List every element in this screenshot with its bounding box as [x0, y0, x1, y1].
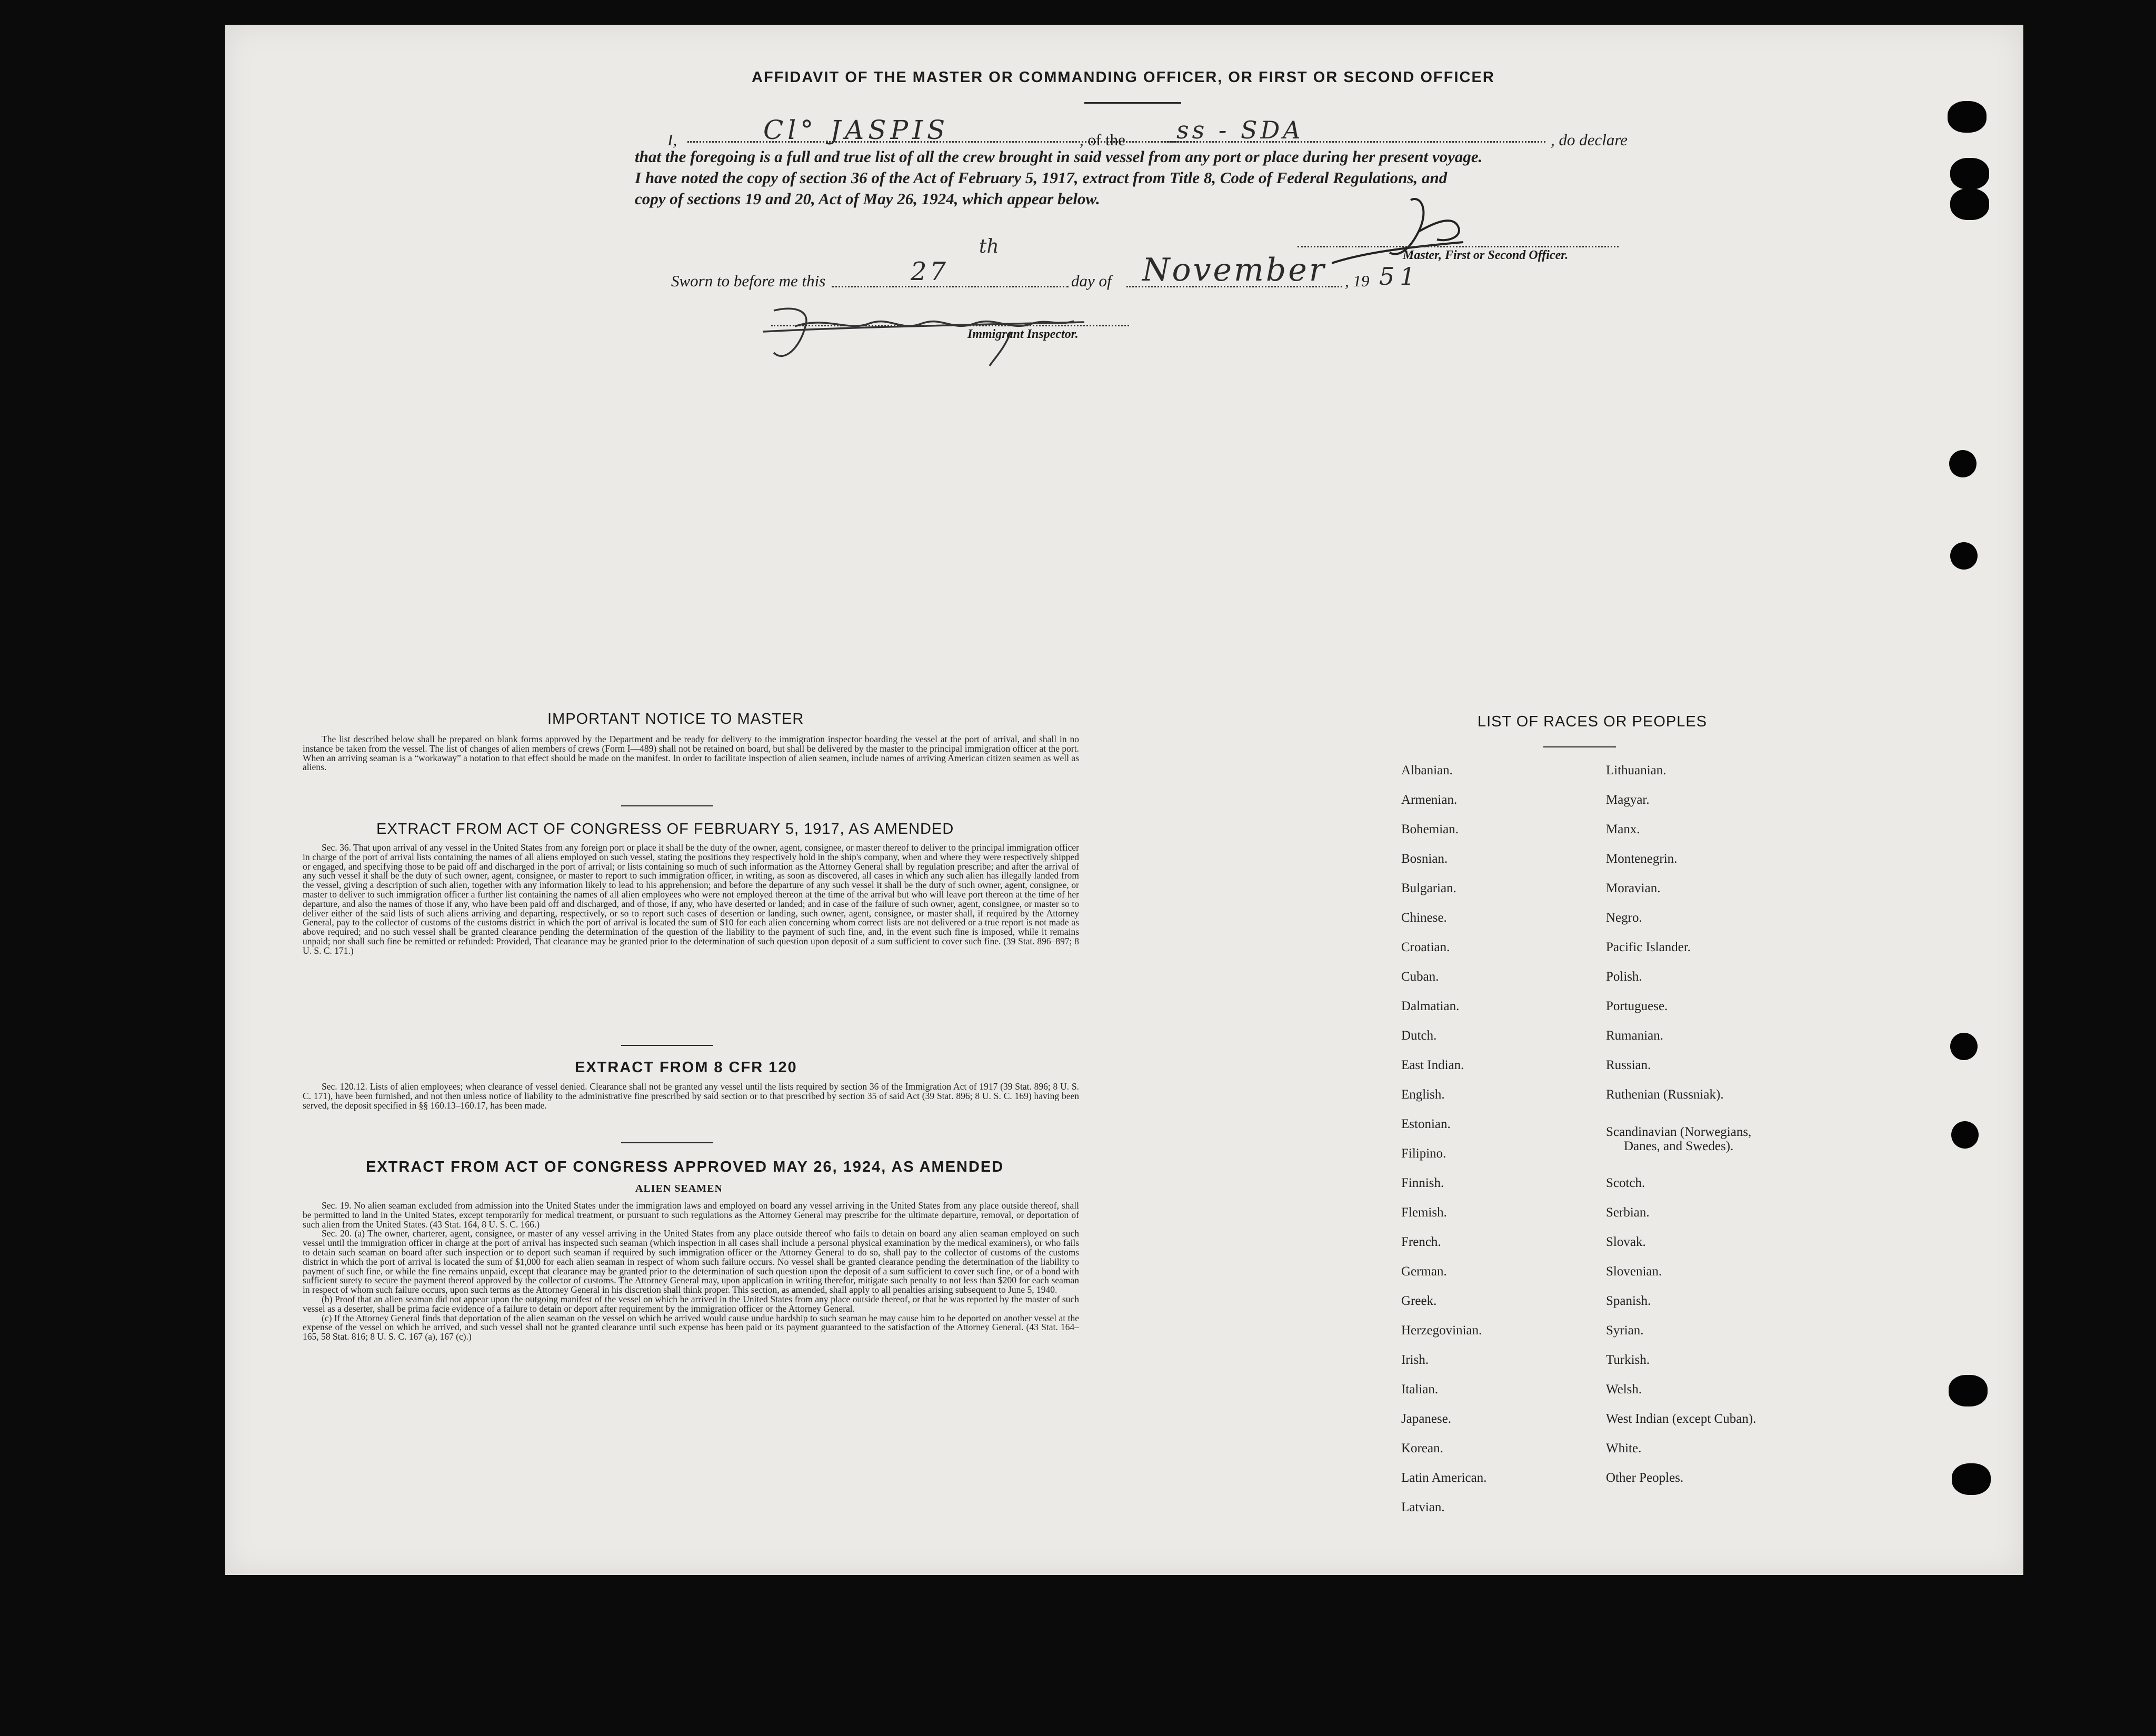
race-item: Irish. — [1401, 1353, 1429, 1367]
races-rule — [1543, 746, 1616, 747]
of-the-label: , of the — [1080, 131, 1125, 149]
extract-1917-body — [303, 843, 1079, 956]
race-item: Rumanian. — [1606, 1029, 1664, 1043]
race-item: Syrian. — [1606, 1323, 1644, 1338]
race-item: Montenegrin. — [1606, 852, 1678, 866]
alien-seamen-subtitle: ALIEN SEAMEN — [635, 1183, 723, 1194]
race-item: Manx. — [1606, 822, 1640, 836]
extract-1917-rule — [621, 1045, 713, 1046]
race-item: Italian. — [1401, 1382, 1439, 1396]
cfr-title: EXTRACT FROM 8 CFR 120 — [575, 1059, 797, 1076]
race-item: Dutch. — [1401, 1029, 1437, 1043]
race-item: Spanish. — [1606, 1294, 1651, 1308]
race-item: Japanese. — [1401, 1412, 1452, 1426]
extract-1917-title: EXTRACT FROM ACT OF CONGRESS OF FEBRUARY 5, 1917, AS AMENDED — [376, 821, 954, 837]
race-item: West Indian (except Cuban). — [1606, 1412, 1756, 1426]
race-item: Ruthenian (Russniak). — [1606, 1088, 1724, 1102]
binder-hole — [1950, 188, 1989, 220]
race-item: Polish. — [1606, 970, 1642, 984]
race-item: Scandinavian (Norwegians, — [1606, 1125, 1752, 1139]
race-item: Flemish. — [1401, 1205, 1447, 1220]
race-item: Welsh. — [1606, 1382, 1642, 1396]
race-item: Other Peoples. — [1606, 1471, 1684, 1485]
race-item: Greek. — [1401, 1294, 1437, 1308]
race-item: Cuban. — [1401, 970, 1439, 984]
title-rule — [1084, 102, 1181, 104]
sec36-paragraph: Sec. 36. That upon arrival of any vessel in the United States from any foreign port or place it shall be the duty of the owner, agent, consignee, or master thereof to deliver to the principal immigration officer in charge of the port of arrival lists containing the names of all aliens employed on such vessel, stating the positions they respectively hold in the ship's company, when and where they were respectively shipped or engaged, and specifying those to be paid off and discharged in the port of arrival; or lists containing so much of such information as the Attorney General shall by regulation prescribe; and after the arrival of any such vessel it shall be the duty of such owner, agent, consignee, or master to report to such immigration officer, in writing, as soon as discovered, all cases in which any such alien has illegally landed from the vessel, giving a description of such alien, together with any information likely to lead to his apprehension; and before the departure of any such vessel it shall be the duty of such owner, agent, consignee, or master to deliver to such immigration officer a further list containing the names of all alien employees who were not employed thereon at the time of the arrival but who will leave port thereon at the time of her departure, and also the names of those if any, who have been paid off and discharged, and of those, if any, who have deserted or landed; and in case of the failure of such owner, agent, consignee, or master so to deliver either of the said lists of such aliens arriving and departing, respectively, or so to report such cases of desertion or landing, such owner, agent, consignee, or master shall, if required by the Attorney General, pay to the collector of customs of the customs district in which the port of arrival is located the sum of $10 for each alien concerning whom correct lists are not delivered or a true report is not made as above required; and no such vessel shall be granted clearance pending the determination of the question of the liability to the payment of such fine, and, in the event such fine is imposed, while it remains unpaid; nor shall such fine be remitted or refunded: Provided, That clearance may be granted prior to the determination of such question upon deposit of a sum sufficient to cover such fine. (39 Stat. 896–897; 8 U. S. C. 171.) — [303, 842, 1079, 956]
sec20c-paragraph: (c) If the Attorney General finds that deportation of the alien seaman on the vessel on which he arrived would cause undue hardship to such seaman he may cause him to be deported on another vessel at the expense of the vessel on which he arrived, and such vessel shall not be granted clearance until such expense has been paid or its payment guaranteed to the satisfaction of the Attorney General. (43 Stat. 164–165, 58 Stat. 816; 8 U. S. C. 167 (a), 167 (c).) — [303, 1312, 1079, 1342]
race-item: English. — [1401, 1088, 1445, 1102]
race-item: Korean. — [1401, 1441, 1443, 1455]
handwritten-vessel: ss - SDA — [1176, 116, 1304, 144]
day-line — [832, 286, 1069, 287]
race-item: Armenian. — [1401, 793, 1458, 807]
notice-paragraph: The list described below shall be prepared on blank forms approved by the Department and be ready for delivery to the immigration inspector boarding the vessel at the port of arrival, and shall in no instance be taken from the vessel. The list of changes of alien members of crews (Form I—489) shall not be retained on board, but shall be delivered by the master to the principal immigration officer at the port. When an arriving seaman is a “workaway” a notation to that effect should be made on the manifest. In order to facilitate inspection of alien seamen, include names of arriving American citizen seamen as well as aliens. — [303, 734, 1079, 773]
race-item: Latin American. — [1401, 1471, 1487, 1485]
binder-hole — [1950, 1033, 1978, 1060]
race-item: Finnish. — [1401, 1176, 1444, 1190]
race-item: Chinese. — [1401, 911, 1447, 925]
race-item: Dalmatian. — [1401, 999, 1460, 1013]
declaration-line-3: I have noted the copy of section 36 of the Act of February 5, 1917, extract from Title 8, Code of Federal Regulations, and — [635, 168, 1448, 187]
year-prefix: , 19 — [1345, 272, 1370, 290]
race-item: Negro. — [1606, 911, 1642, 925]
inspector-line — [771, 325, 1129, 326]
race-item: French. — [1401, 1235, 1441, 1249]
notice-body — [303, 735, 1079, 772]
race-item: Lithuanian. — [1606, 763, 1666, 777]
declaration-line-4: copy of sections 19 and 20, Act of May 26, 1924, which appear below. — [635, 189, 1100, 208]
do-declare-label: , do declare — [1551, 131, 1628, 149]
race-item: Scotch. — [1606, 1176, 1645, 1190]
declaration-line-2: that the foregoing is a full and true list of all the crew brought in said vessel from any port or place during her present voyage. — [635, 147, 1483, 166]
race-item: Filipino. — [1401, 1146, 1446, 1161]
handwritten-month: November — [1142, 252, 1326, 288]
race-item: Bulgarian. — [1401, 881, 1456, 895]
race-item: Bosnian. — [1401, 852, 1448, 866]
race-item: Bohemian. — [1401, 822, 1459, 836]
binder-hole — [1949, 1375, 1988, 1406]
race-item: German. — [1401, 1264, 1447, 1279]
binder-hole — [1952, 1463, 1991, 1495]
cfr-body — [303, 1082, 1079, 1110]
race-item: Danes, and Swedes). — [1624, 1139, 1734, 1153]
notice-title: IMPORTANT NOTICE TO MASTER — [547, 711, 804, 727]
master-signature-line — [1297, 246, 1619, 247]
sec20a-paragraph: Sec. 20. (a) The owner, charterer, agent, consignee, or master of any vessel arriving in the United States from any place outside thereof who fails to detain on board any alien seaman employed on such vessel until the immigration officer in charge at the port of arrival has inspected such seaman (which inspection in all cases shall include a personal physical examination by the medical examiners), or who fails to detain such seaman on board after such inspection or to deport such seaman if required by such immigration officer or the Attorney General to do so, shall pay to the collector of customs of the customs district in which the port of arrival is located the sum of $1,000 for each alien seaman in respect of whom such failure occurs. No vessel shall be granted clearance pending the determination of the liability to payment of such fine, or while the fine remains unpaid, except that clearance may be granted prior to the determination of such question upon the deposit of a sum sufficient to cover such fine, or of a bond with sufficient surety to secure the payment thereof approved by the collector of customs. The Attorney General may, upon application in writing therefor, mitigate such penalty to not less than $200 for each seaman in respect of whom such failure occurs, upon such terms as the Attorney General in his discretion shall think proper. This section, as amended, shall apply to all penalties arising subsequent to June 5, 1940. — [303, 1228, 1079, 1295]
race-item: Turkish. — [1606, 1353, 1650, 1367]
notice-rule — [621, 805, 713, 806]
binder-hole — [1948, 101, 1987, 133]
i-label: I, — [667, 131, 677, 149]
race-item: Russian. — [1606, 1058, 1651, 1072]
binder-hole — [1950, 158, 1989, 189]
races-title: LIST OF RACES OR PEOPLES — [1478, 713, 1708, 730]
binder-hole — [1951, 1121, 1979, 1149]
cfr-rule — [621, 1142, 713, 1143]
handwritten-day-suffix: th — [979, 236, 999, 257]
race-item: Pacific Islander. — [1606, 940, 1691, 954]
sec19-paragraph: Sec. 19. No alien seaman excluded from admission into the United States under the immigration laws and employed on board any vessel arriving in the United States from any place outside thereof, shall be permitted to land in the United States, except temporarily for medical treatment, or pursuant to such regulations as the Attorney General may prescribe for the ultimate departure, removal, or deportation of such alien from the United States. (43 Stat. 164, 8 U. S. C. 166.) — [303, 1200, 1079, 1230]
extract-1924-body — [303, 1201, 1079, 1342]
document-sheet — [225, 25, 2023, 1575]
sec20b-paragraph: (b) Proof that an alien seaman did not appear upon the outgoing manifest of the vessel on which he arrived in the United States from any place outside thereof, or that he was reported by the master of such vessel as a deserter, shall be prima facie evidence of a failure to detain or deport after requirement by the immigration officer or the Attorney General. — [303, 1293, 1079, 1314]
inspector-label: Immigrant Inspector. — [967, 327, 1079, 341]
cfr-paragraph: Sec. 120.12. Lists of alien employees; when clearance of vessel denied. Clearance shall not be granted any vessel until the lists required by section 36 of the Immigration Act of 1917 (39 Stat. 896; 8 U. S. C. 171), have been furnished, and not then unless notice of liability to the administrative fine prescribed by said section or to that prescribed by section 35 of said Act (39 Stat. 896; 8 U. S. C. 169) having been served, the deposit specified in §§ 160.13–160.17, has been made. — [303, 1081, 1079, 1111]
sworn-label: Sworn to before me this — [671, 272, 826, 290]
race-item: Serbian. — [1606, 1205, 1650, 1220]
extract-1924-title: EXTRACT FROM ACT OF CONGRESS APPROVED MAY 26, 1924, AS AMENDED — [366, 1159, 1004, 1175]
race-item: Latvian. — [1401, 1500, 1445, 1514]
handwritten-year: 51 — [1379, 262, 1421, 291]
race-item: East Indian. — [1401, 1058, 1464, 1072]
race-item: White. — [1606, 1441, 1642, 1455]
binder-hole — [1950, 542, 1978, 570]
race-item: Portuguese. — [1606, 999, 1668, 1013]
race-item: Moravian. — [1606, 881, 1661, 895]
race-item: Croatian. — [1401, 940, 1450, 954]
race-item: Magyar. — [1606, 793, 1650, 807]
race-item: Slovak. — [1606, 1235, 1646, 1249]
race-item: Albanian. — [1401, 763, 1453, 777]
day-of-label: day of — [1071, 272, 1112, 290]
handwritten-name: Cl° JASPIS — [763, 115, 950, 145]
master-label: Master, First or Second Officer. — [1403, 248, 1569, 262]
binder-hole — [1949, 450, 1977, 477]
race-item: Slovenian. — [1606, 1264, 1662, 1279]
race-item: Herzegovinian. — [1401, 1323, 1482, 1338]
affidavit-title: AFFIDAVIT OF THE MASTER OR COMMANDING OFFICER, OR FIRST OR SECOND OFFICER — [752, 69, 1495, 86]
race-item: Estonian. — [1401, 1117, 1451, 1131]
handwritten-day: 27 — [911, 257, 950, 286]
